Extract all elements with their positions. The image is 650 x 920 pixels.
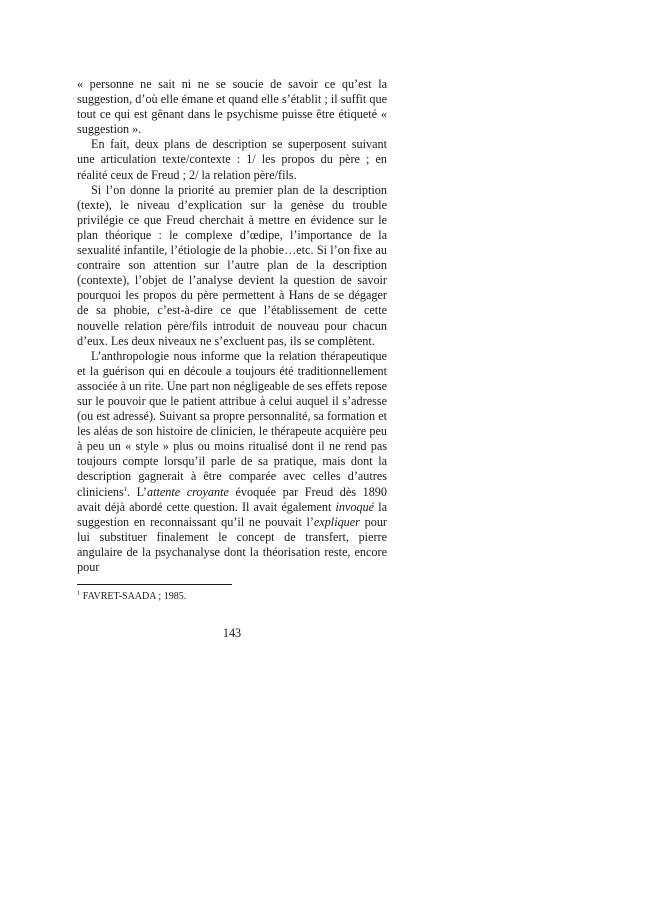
text-run: pour lui substituer finalement le concept de transfert, pierre angulaire de la psychanalyse dont la théorisation reste, encore pour xyxy=(77,514,387,574)
paragraph xyxy=(77,183,387,349)
footnote-separator xyxy=(77,584,232,585)
footnote-text: FAVRET-SAADA ; 1985. xyxy=(80,591,187,602)
page-number: 143 xyxy=(222,626,242,640)
text-run: évoquée par Freud dès 1890 avait déjà abordé cette question. Il avait également xyxy=(77,484,387,514)
body-text xyxy=(77,77,387,575)
footnote-mark: 1 xyxy=(77,589,81,597)
text-run: . L’ xyxy=(126,484,147,499)
italic-term: attente croyante xyxy=(146,484,229,499)
footnote xyxy=(77,590,387,603)
paragraph xyxy=(77,137,387,182)
text-run: En fait, deux plans de description se superposent suivant une articulation texte/contexte : 1/ les propos du père ; en réalité ceux de Freud ; 2/ la relation père/fils. xyxy=(77,137,387,182)
text-run: la suggestion en reconnaissant qu’il ne pouvait l’ xyxy=(77,499,388,529)
paragraph xyxy=(77,77,387,137)
italic-term: expliquer xyxy=(313,514,360,529)
text-run: « personne ne sait ni ne se soucie de savoir ce qu’est la suggestion, d’où elle émane et quand elle s’établit ; il suffit que tout ce qui est gênant dans le psychisme puisse être étiqueté « suggestion ». xyxy=(77,77,387,137)
text-run: Si l’on donne la priorité au premier plan de la description (texte), le niveau d’explication sur la genèse du trouble privilégie ce que Freud cherchait à mettre en évidence sur le plan théorique : le complexe d’œdipe, l’importance de la sexualité infantile, l’étiologie de la phobie…etc. Si l’on fixe au contraire son attention sur l’autre plan de la description (contexte), l’objet de l’analyse devient la question de savoir pourquoi les propos du père permettent à Hans de se dégager de sa phobie, c’est-à-dire ce que l’établissement de cette nouvelle relation père/fils introduit de nouveau pour chacun d’eux. Les deux niveaux ne s’excluent pas, ils se complètent. xyxy=(77,182,387,348)
footnote-reference: 1 xyxy=(123,485,127,493)
italic-term: invoqué xyxy=(335,499,375,514)
paragraph xyxy=(77,349,387,575)
text-run: L’anthropologie nous informe que la relation thérapeutique et la guérison qui en découle a toujours été traditionnellement associée à un rite. Une part non négligeable de ses effets repose sur le pouvoir que le patient attribue à celui auquel il s’adresse (ou est adressé). Suivant sa propre personnalité, sa formation et les aléas de son histoire de clinicien, le thérapeute acquière peu à peu un « style » plus ou moins ritualisé dont il ne rend pas toujours compte lorsqu’il parle de sa pratique, mais dont la description gagnerait à être comparée avec celles d’autres cliniciens xyxy=(77,348,387,499)
